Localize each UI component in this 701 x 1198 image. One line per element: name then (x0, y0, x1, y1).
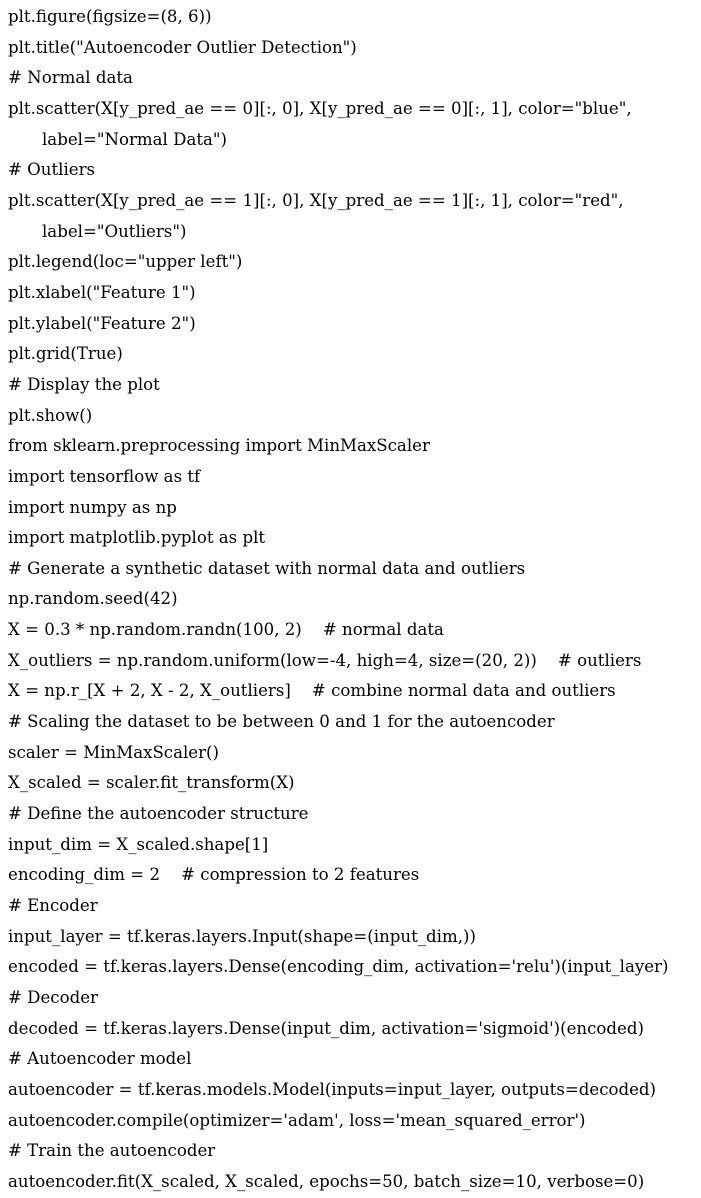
code-line: X_scaled = scaler.fit_transform(X) (8, 773, 295, 793)
code-line: # Encoder (8, 896, 98, 916)
code-line: # Train the autoencoder (8, 1141, 216, 1161)
code-line: X_outliers = np.random.uniform(low=-4, high=4, size=(20, 2)) # outliers (8, 650, 642, 670)
code-line: # Normal data (8, 68, 133, 88)
code-listing (8, 2, 698, 1198)
code-line: input_layer = tf.keras.layers.Input(shape=(input_dim,)) (8, 926, 476, 946)
code-line: autoencoder.compile(optimizer='adam', loss='mean_squared_error') (8, 1110, 586, 1130)
code-line: # Generate a synthetic dataset with normal data and outliers (8, 558, 526, 578)
code-line: import numpy as np (8, 497, 177, 517)
code-line: # Decoder (8, 988, 98, 1007)
code-line: plt.grid(True) (8, 344, 123, 364)
code-line: plt.legend(loc="upper left") (8, 252, 243, 272)
code-line: # Autoencoder model (8, 1049, 192, 1069)
code-line: autoencoder = tf.keras.models.Model(inputs=input_layer, outputs=decoded) (8, 1079, 657, 1099)
code-line: import tensorflow as tf (8, 466, 201, 486)
code-line: # Scaling the dataset to be between 0 and 1 for the autoencoder (8, 712, 555, 732)
code-line: plt.scatter(X[y_pred_ae == 0][:, 0], X[y_pred_ae == 0][:, 1], color="blue", (8, 98, 632, 118)
code-line: encoded = tf.keras.layers.Dense(encoding_dim, activation='relu')(input_layer) (8, 957, 669, 977)
code-line: autoencoder.fit(X_scaled, X_scaled, epochs=50, batch_size=10, verbose=0) (8, 1171, 645, 1191)
code-line: # Display the plot (8, 374, 160, 394)
code-line: plt.ylabel("Feature 2") (8, 313, 196, 333)
code-line-continuation: label="Normal Data") (42, 129, 228, 149)
code-line: import matplotlib.pyplot as plt (8, 528, 266, 548)
code-line: from sklearn.preprocessing import MinMaxScaler (8, 436, 430, 456)
code-line: plt.title("Autoencoder Outlier Detection") (8, 37, 357, 57)
code-line: plt.show() (8, 405, 93, 425)
code-line: X = 0.3 * np.random.randn(100, 2) # normal data (8, 620, 444, 640)
code-line: input_dim = X_scaled.shape[1] (8, 834, 269, 854)
code-line: encoding_dim = 2 # compression to 2 features (8, 865, 420, 885)
code-line: plt.xlabel("Feature 1") (8, 282, 196, 302)
code-line: X = np.r_[X + 2, X - 2, X_outliers] # combine normal data and outliers (8, 681, 616, 701)
code-line: plt.scatter(X[y_pred_ae == 1][:, 0], X[y_pred_ae == 1][:, 1], color="red", (8, 190, 624, 210)
code-line: # Outliers (8, 160, 96, 180)
code-line: plt.figure(figsize=(8, 6)) (8, 7, 212, 26)
code-line: decoded = tf.keras.layers.Dense(input_dim, activation='sigmoid')(encoded) (8, 1018, 644, 1038)
code-line: scaler = MinMaxScaler() (8, 742, 220, 762)
code-line: np.random.seed(42) (8, 589, 178, 609)
code-line: # Define the autoencoder structure (8, 804, 309, 824)
code-line-continuation: label="Outliers") (42, 221, 187, 241)
